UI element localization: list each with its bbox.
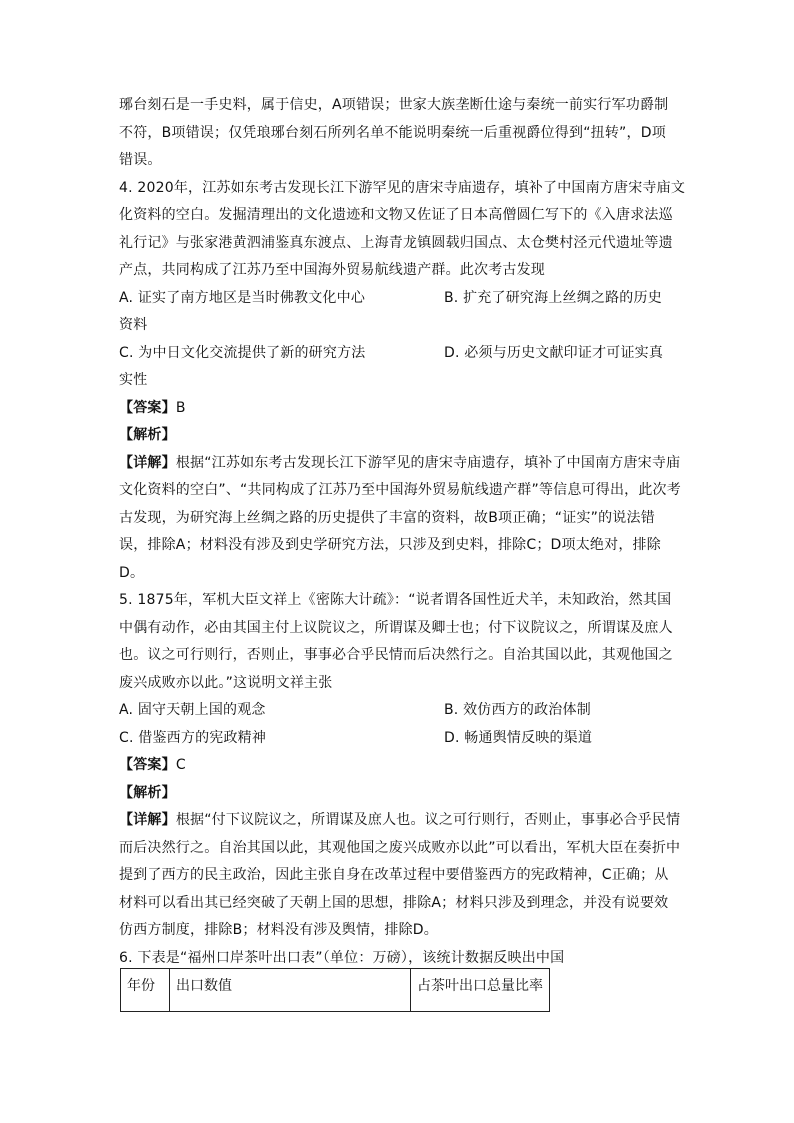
section-label: 【答案】 bbox=[119, 399, 176, 416]
text-line: 产点，共同构成了江苏乃至中国海外贸易航线遗产群。此次考古发现 bbox=[119, 262, 545, 278]
text-line: 也。议之可行则行，否则止，事事必合乎民情而后决然行之。自治其国以此，其观他国之 bbox=[119, 647, 673, 663]
option-left: A. 证实了南方地区是当时佛教文化中心 bbox=[119, 289, 366, 306]
section-text: C bbox=[175, 757, 186, 773]
text-line: 错误。 bbox=[119, 152, 162, 168]
section-label: 【详解】 bbox=[119, 454, 176, 471]
labeled-line bbox=[119, 807, 679, 835]
text-line: 6. 下表是“福州口岸茶叶出口表”（单位：万磅），该统计数据反映出中国 bbox=[119, 949, 565, 966]
text-line: 礼行记》与张家港黄泗浦鉴真东渡点、上海青龙镇圆载归国点、太仓樊村泾元代遗址等遗 bbox=[119, 234, 673, 251]
section-label: 【答案】 bbox=[119, 757, 176, 773]
text-line: 材料可以看出其已经突破了天朝上国的思想，排除A；材料只涉及到理念，并没有说要效 bbox=[119, 894, 669, 911]
text-line: 资料 bbox=[119, 317, 148, 333]
text-line: 文化资料的空白”、“共同构成了江苏乃至中国海外贸易航线遗产群”等信息可得出，此次考 bbox=[119, 482, 681, 498]
labeled-line bbox=[119, 450, 679, 478]
section-text: 根据“付下议院议之，所谓谋及庶人也。议之可行则行，否则止，事事必合乎民情 bbox=[175, 812, 681, 828]
text-line: 而后决然行之。自治其国以此，其观他国之废兴成败亦以此”可以看出，军机大臣在奏折中 bbox=[119, 839, 681, 856]
section-label: 【解析】 bbox=[119, 427, 176, 443]
text-line: 4. 2020年，江苏如东考古发现长江下游罕见的唐宋寺庙遗存，填补了中国南方唐宋寺庙文 bbox=[119, 179, 686, 196]
option-left: A. 固守天朝上国的观念 bbox=[119, 702, 266, 718]
labeled-line bbox=[119, 395, 679, 423]
option-right: B. 效仿西方的政治体制 bbox=[444, 702, 591, 718]
text-line: 废兴成败亦以此。”这说明文祥主张 bbox=[119, 674, 333, 691]
text-line: 中偶有动作，必由其国主付上议院议之，所谓谋及卿士也；付下议院议之，所谓谋及庶人 bbox=[119, 619, 673, 636]
section-label: 【详解】 bbox=[119, 812, 176, 828]
table-header-ratio: 占茶叶出口总量比率 bbox=[411, 969, 550, 1012]
labeled-line bbox=[119, 422, 679, 450]
section-text: 根据“江苏如东考古发现长江下游罕见的唐宋寺庙遗存，填补了中国南方唐宋寺庙 bbox=[175, 454, 681, 471]
option-right: D. 畅通舆情反映的渠道 bbox=[444, 729, 593, 746]
section-label: 【解析】 bbox=[119, 784, 176, 801]
text-line: 误，排除A；材料没有涉及到史学研究方法，只涉及到史料，排除C；D项太绝对，排除 bbox=[119, 537, 661, 553]
document-body bbox=[119, 92, 686, 972]
text-line: 实性 bbox=[119, 372, 148, 388]
option-right: D. 必须与历史文献印证才可证实真 bbox=[444, 344, 664, 361]
option-right: B. 扩充了研究海上丝绸之路的历史 bbox=[444, 289, 662, 306]
labeled-line bbox=[119, 752, 679, 780]
table-header-row bbox=[121, 969, 550, 1012]
option-row bbox=[119, 725, 679, 753]
labeled-line bbox=[119, 780, 679, 808]
option-left: C. 为中日文化交流提供了新的研究方法 bbox=[119, 344, 366, 361]
text-line: 古发现，为研究海上丝绸之路的历史提供了丰富的资料，故B项正确；“证实”的说法错 bbox=[119, 509, 655, 526]
text-line: 琊台刻石是一手史料，属于信史，A项错误；世家大族垄断仕途与秦统一前实行军功爵制 bbox=[119, 97, 669, 113]
text-line: 5. 1875年，军机大臣文祥上《密陈大计疏》：“说者谓各国性近犬羊，未知政治，然其国 bbox=[119, 592, 672, 608]
text-line: 仿西方制度，排除B；材料没有涉及舆情，排除D。 bbox=[119, 922, 438, 938]
text-line: 不符，B项错误；仅凭琅琊台刻石所列名单不能说明秦统一后重视爵位得到“扭转”，D项 bbox=[119, 124, 666, 141]
option-row bbox=[119, 285, 679, 313]
text-line: 化资料的空白。发掘清理出的文化遗迹和文物又佐证了日本高僧圆仁写下的《入唐求法巡 bbox=[119, 207, 673, 223]
text-line: D。 bbox=[119, 564, 145, 581]
table-header-year: 年份 bbox=[121, 969, 170, 1012]
option-left: C. 借鉴西方的宪政精神 bbox=[119, 729, 267, 746]
option-row bbox=[119, 697, 679, 725]
tea-export-table bbox=[120, 968, 550, 1012]
option-row bbox=[119, 340, 679, 368]
text-line: 提到了西方的民主政治，因此主张自身在改革过程中要借鉴西方的宪政精神，C正确；从 bbox=[119, 867, 669, 883]
table-header-value: 出口数值 bbox=[170, 969, 411, 1012]
section-text: B bbox=[175, 399, 186, 416]
